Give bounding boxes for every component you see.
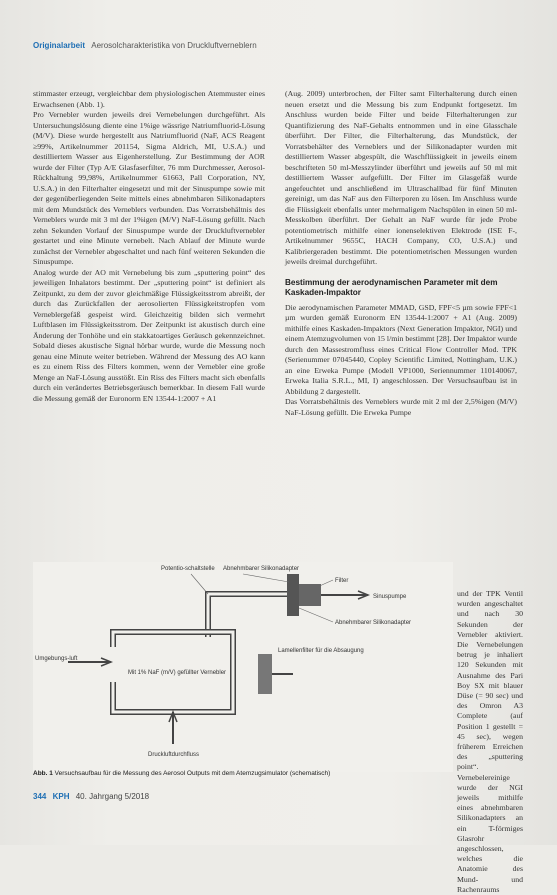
label-inlet: Umgebungs-luft [35,656,78,662]
issue-info: 40. Jahrgang 5/2018 [75,792,150,801]
section-label: Originalarbeit [33,41,86,50]
left-column [33,89,265,404]
filter-element [299,584,321,606]
label-adapter2: Abnehmbarer Silikonadapter [335,620,412,626]
running-title: Aerosolcharakteristika von Druckluftverneblern [91,41,257,50]
wrapped-paragraph: und der TPK Ventil wurden angeschaltet und nach 30 Sekunden der Vernebler aktiviert. Die Vernebelungen betrug je inhaliert 120 Sekunden mit Ausnahme des Pari Boy SX mit blauer Düse (= 90 sec) und des Omron A3 Complete (auf Position 1 gestellt = 45 sec), wegen früherem Erreichen des „sputtering point“. Vernebelereinige wurde der NGI jeweils mithilfe eines abnehmbaren Silikonadapters an ein T-förmiges Glasrohr angeschlossen, welches die Anatomie des Mund- und Rachenraums [457,589,523,894]
paragraph: Pro Vernebler wurden jeweils drei Vernebelungen durchgeführt. Als Untersuchungslösung diente eine 1%ige wässrige Natriumfluorid-Lösung (M/V). Diese wurde hergestellt aus Natriumfluorid (NaF, ACS Reagent ≥99%, Artikelnummer 201154, Sigma Aldrich, MI, U.S.A.) und destilliertem Wasser aus Eigenherstellung. Zur Bestimmung der AOR wurde der Filter (Typ A/E Glasfaserfilter, 76 mm Durchmesser, Aerosol-Rückhaltung 99,98%, Artikelnummer 61663, Pall Corporation, NY, U.S.A.) in den Filterhalter eingesetzt und mit der Sinuspumpe sowie mit der gegenüberliegenden Seite mittels eines abnehmbaren Silikonadapters mit dem Mundstück des Verneblers verbunden. Das Vorratsbehältnis des Verneblers wurde mit 3 ml der 1%igen (M/V) NaF-Lösung gefüllt. Nach zehn Sekunden Vorlauf der Sinuspumpe wurde der Druckluftvernebler gestartet und eine Minute vernebelt. Nach Ablauf der Minute wurde zunächst der Vernebler abgeschaltet und nach fünf weiteren Sekunden die Sinuspumpe. [33,110,265,266]
label-nebulizer: Mit 1% NaF (m/V) gefüllter Vernebler [128,670,227,676]
label-sinuspumpe: Sinuspumpe [373,594,407,600]
paragraph: (Aug. 2009) unterbrochen, der Filter samt Filterhalterung durch einen neuen ersetzt und die Messung bis zum Endpunkt fortgesetzt. Im Anschluss wurden beide Filter und beide Filterhalterungen zur Quantifizierung des NaF-Gehalts entnommen und in eine Glasschale überführt. Der Filter, die Filterhalterung, das Mundstück, der Vorratsbehälter des Verneblers und der Silikonadapter wurden mit destilliertem Wasser abgespült, die Waschflüssigkeit in jeweils einem beschrifteten 50 ml-Messzylinder überführt und jeweils auf 50 ml mit destilliertem Wasser aufgefüllt. Der Filter im Glasgefäß wurde angefeuchtet und anschließend im Ultraschallbad für fünf Minuten gereinigt, um das NaF aus den Filterporen zu lösen. Im Anschluss wurde die Flüssigkeit ebenfalls unter mehrmaligem Nachspülen in einen 50 ml-Messkolben überführt. Der Gehalt an NaF wurde für jede Probe potentiometrisch mithilfe einer ionenselektiven Elektrode (ISE F-, Artikelnummer 9655C, HACH Company, CO, U.S.A.) und Kalibriergeraden bestimmt. Die potentiometrischen Messungen wurden jeweils dreimal durchgeführt. [285,89,517,266]
figure-1 [33,562,453,797]
caption-text: Versuchsaufbau für die Messung des Aerosol Outputs mit dem Atemzugsimulator (schematisch) [52,770,331,777]
paragraph: Analog wurde der AO mit Vernebelung bis zum „sputtering point“ des jeweiligen Inhalators bestimmt. Der „sputtering point“ ist definiert als Zeitpunkt, zu dem der zuvor gleichmäßige Flüssigkeitsstrom abreißt, der durch das Zurückfallen der aerosolierten Flüssigkeitstropfen vom Verneblergefäß gespeist wird. Gleichzeitig bilden sich vermehrt Luftblasen im Flüssigkeitsstrom. Der Zeitpunkt ist akustisch durch eine Änderung der Tonhöhe und ein stakkatoartiges Geräusch gekennzeichnet. Sobald dieses akustische Signal hörbar wurde, wurde die Messung noch genau eine Minute weiter betrieben. Während der Messung des AO kann es zu einem Riss des Filters kommen, wenn der Vernebler eine große Menge an NaF-Lösung ausstößt. Ein Riss des Filters macht sich ebenfalls durch ein verändertes Betriebsgeräusch bemerkbar. In diesem Fall wurde die Messung gemäß der Euronorm EN 13544-1:2007 + A1 [33,267,265,403]
label-filter: Filter [335,578,349,584]
label-compressed-air: Druckluftdurchfluss [148,752,200,758]
paragraph: Das Vorratsbehältnis des Verneblers wurde mit 2 ml der 2,5%igen (M/V) NaF-Lösung gefüllt. Die Erweka Pumpe [285,397,517,417]
section-heading: Bestimmung der aerodynamischen Parameter mit dem Kaskaden-Impaktor [285,277,498,297]
caption-label: Abb. 1 [33,770,53,777]
page-number: 344 [33,792,47,801]
figure-caption [33,770,453,779]
journal-brand: KPH [52,792,70,801]
right-column [285,89,517,418]
lamellar-filter [258,654,272,694]
label-absorber: Abnehmbarer Silikonadapter [223,566,300,572]
label-potentiometer: Potentio-schaltstelle [161,566,215,572]
setup-diagram [33,562,453,772]
footer [33,792,149,801]
filter-holder [287,574,299,616]
paragraph: stimmaster erzeugt, vergleichbar dem physiologischen Atemmuster eines Erwachsenen (Abb. 1). [33,89,265,109]
label-filter-holder: Lamellenfilter für die Absaugung [278,648,364,654]
paragraph: Die aerodynamischen Parameter MMAD, GSD, FPF<5 µm sowie FPF<1 µm wurden gemäß Euronorm EN 13544-1:2007 + A1 (Aug. 2009) mithilfe eines Kaskaden-Impaktors (Next Generation Impaktor, NGI) und einem Atemzugvolumen von 15 l/min bestimmt [28]. Der Impaktor wurde durch den Massestromfluss eines Critical Flow Controller Mod. TPK (Serienummer 07045440, Copley Scientific Limited, Nottingham, U.K.) an eine Erweka Pumpe (Modell VP1000, Seriennummer 110140067, Erweka Italia S.R.L., MI, I) angeschlossen. Der Versuchsaufbau ist in Abbildung 2 dargestellt. [285,302,517,396]
running-header [33,41,257,50]
